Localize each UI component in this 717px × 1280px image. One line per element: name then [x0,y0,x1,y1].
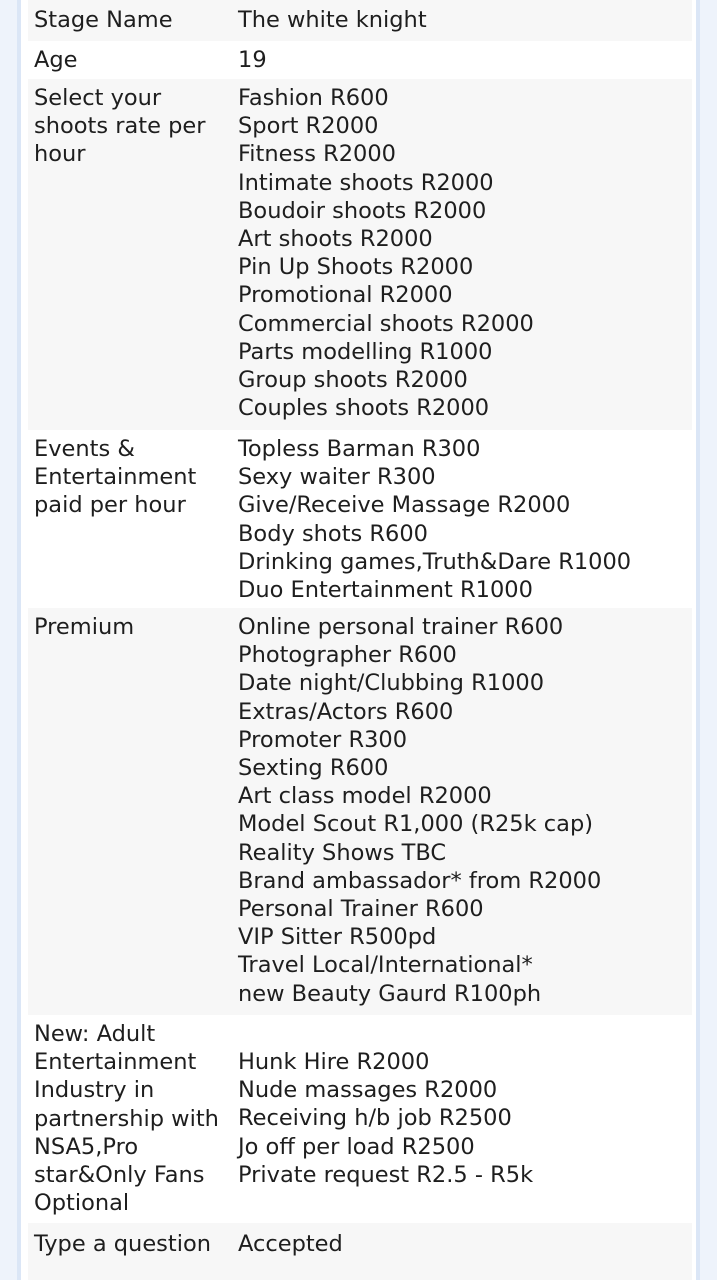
row-value-list [238,435,686,608]
row-label: Stage Name [34,7,173,33]
list-item: Reality Shows TBC [238,839,447,866]
list-item: Topless Barman R300 [238,436,481,462]
list-item: Drinking games,Truth&Dare R1000 [238,548,632,575]
list-item: Model Scout R1,000 (R25k cap) [238,811,594,838]
list-item: Nude massages R2000 [238,1077,498,1104]
list-item: Art shoots R2000 [238,226,433,253]
profile-table [28,0,692,1280]
row-label: New: Adult Entertainment Industry in partnership with NSA5,Pro star&Only Fans Optional [34,1021,219,1217]
row-label: Type a question [34,1231,211,1257]
list-item: Photographer R600 [238,642,457,669]
list-item: Travel Local/International* [238,952,533,979]
row-value: The white knight [238,7,427,33]
list-item: Couples shoots R2000 [238,395,490,422]
row-value-list [238,613,686,1015]
row-value: 19 [238,47,267,73]
list-item: Sexy waiter R300 [238,464,436,491]
list-item: Duo Entertainment R1000 [238,577,533,604]
row-label: Select your shoots rate per hour [34,85,206,168]
list-item: Brand ambassador* from R2000 [238,867,602,894]
list-item: Online personal trainer R600 [238,614,564,640]
list-item: Group shoots R2000 [238,367,468,394]
list-item: Hunk Hire R2000 [238,1049,430,1075]
list-item: Date night/Clubbing R1000 [238,670,545,697]
list-item: Intimate shoots R2000 [238,169,494,196]
row-label: Premium [34,614,135,640]
row-value-list [238,84,686,430]
table-row-events [28,430,692,608]
row-label: Events & Entertainment paid per hour [34,436,197,519]
list-item: Boudoir shoots R2000 [238,197,487,224]
list-item: Private request R2.5 - R5k [238,1161,534,1188]
table-row-stage-name [28,0,692,41]
list-item: Receiving h/b job R2500 [238,1105,512,1132]
list-item: Fashion R600 [238,85,389,111]
list-item: Commercial shoots R2000 [238,310,534,337]
list-item: Jo off per load R2500 [238,1133,475,1160]
list-item: Promoter R300 [238,726,408,753]
list-item: Sport R2000 [238,113,379,140]
table-row-age [28,41,692,79]
list-item: Sexting R600 [238,755,389,782]
list-item: VIP Sitter R500pd [238,924,437,951]
table-row-premium [28,608,692,1015]
list-item: Pin Up Shoots R2000 [238,254,474,281]
list-item: new Beauty Gaurd R100ph [238,980,542,1007]
table-row-shoots-rate [28,79,692,430]
left-border [0,0,21,1280]
table-row-adult-entertainment [28,1015,692,1223]
row-label: Age [34,47,78,73]
list-item: Extras/Actors R600 [238,698,454,725]
list-item: Promotional R2000 [238,282,453,309]
list-item: Art class model R2000 [238,783,492,810]
list-item: Give/Receive Massage R2000 [238,492,571,519]
list-item: Parts modelling R1000 [238,338,493,365]
right-border [696,0,717,1280]
list-item: Fitness R2000 [238,141,396,168]
list-item: Personal Trainer R600 [238,896,484,923]
list-item: Body shots R600 [238,520,428,547]
row-value-list [238,1020,686,1223]
table-row-question [28,1223,692,1280]
row-value: Accepted [238,1231,343,1257]
